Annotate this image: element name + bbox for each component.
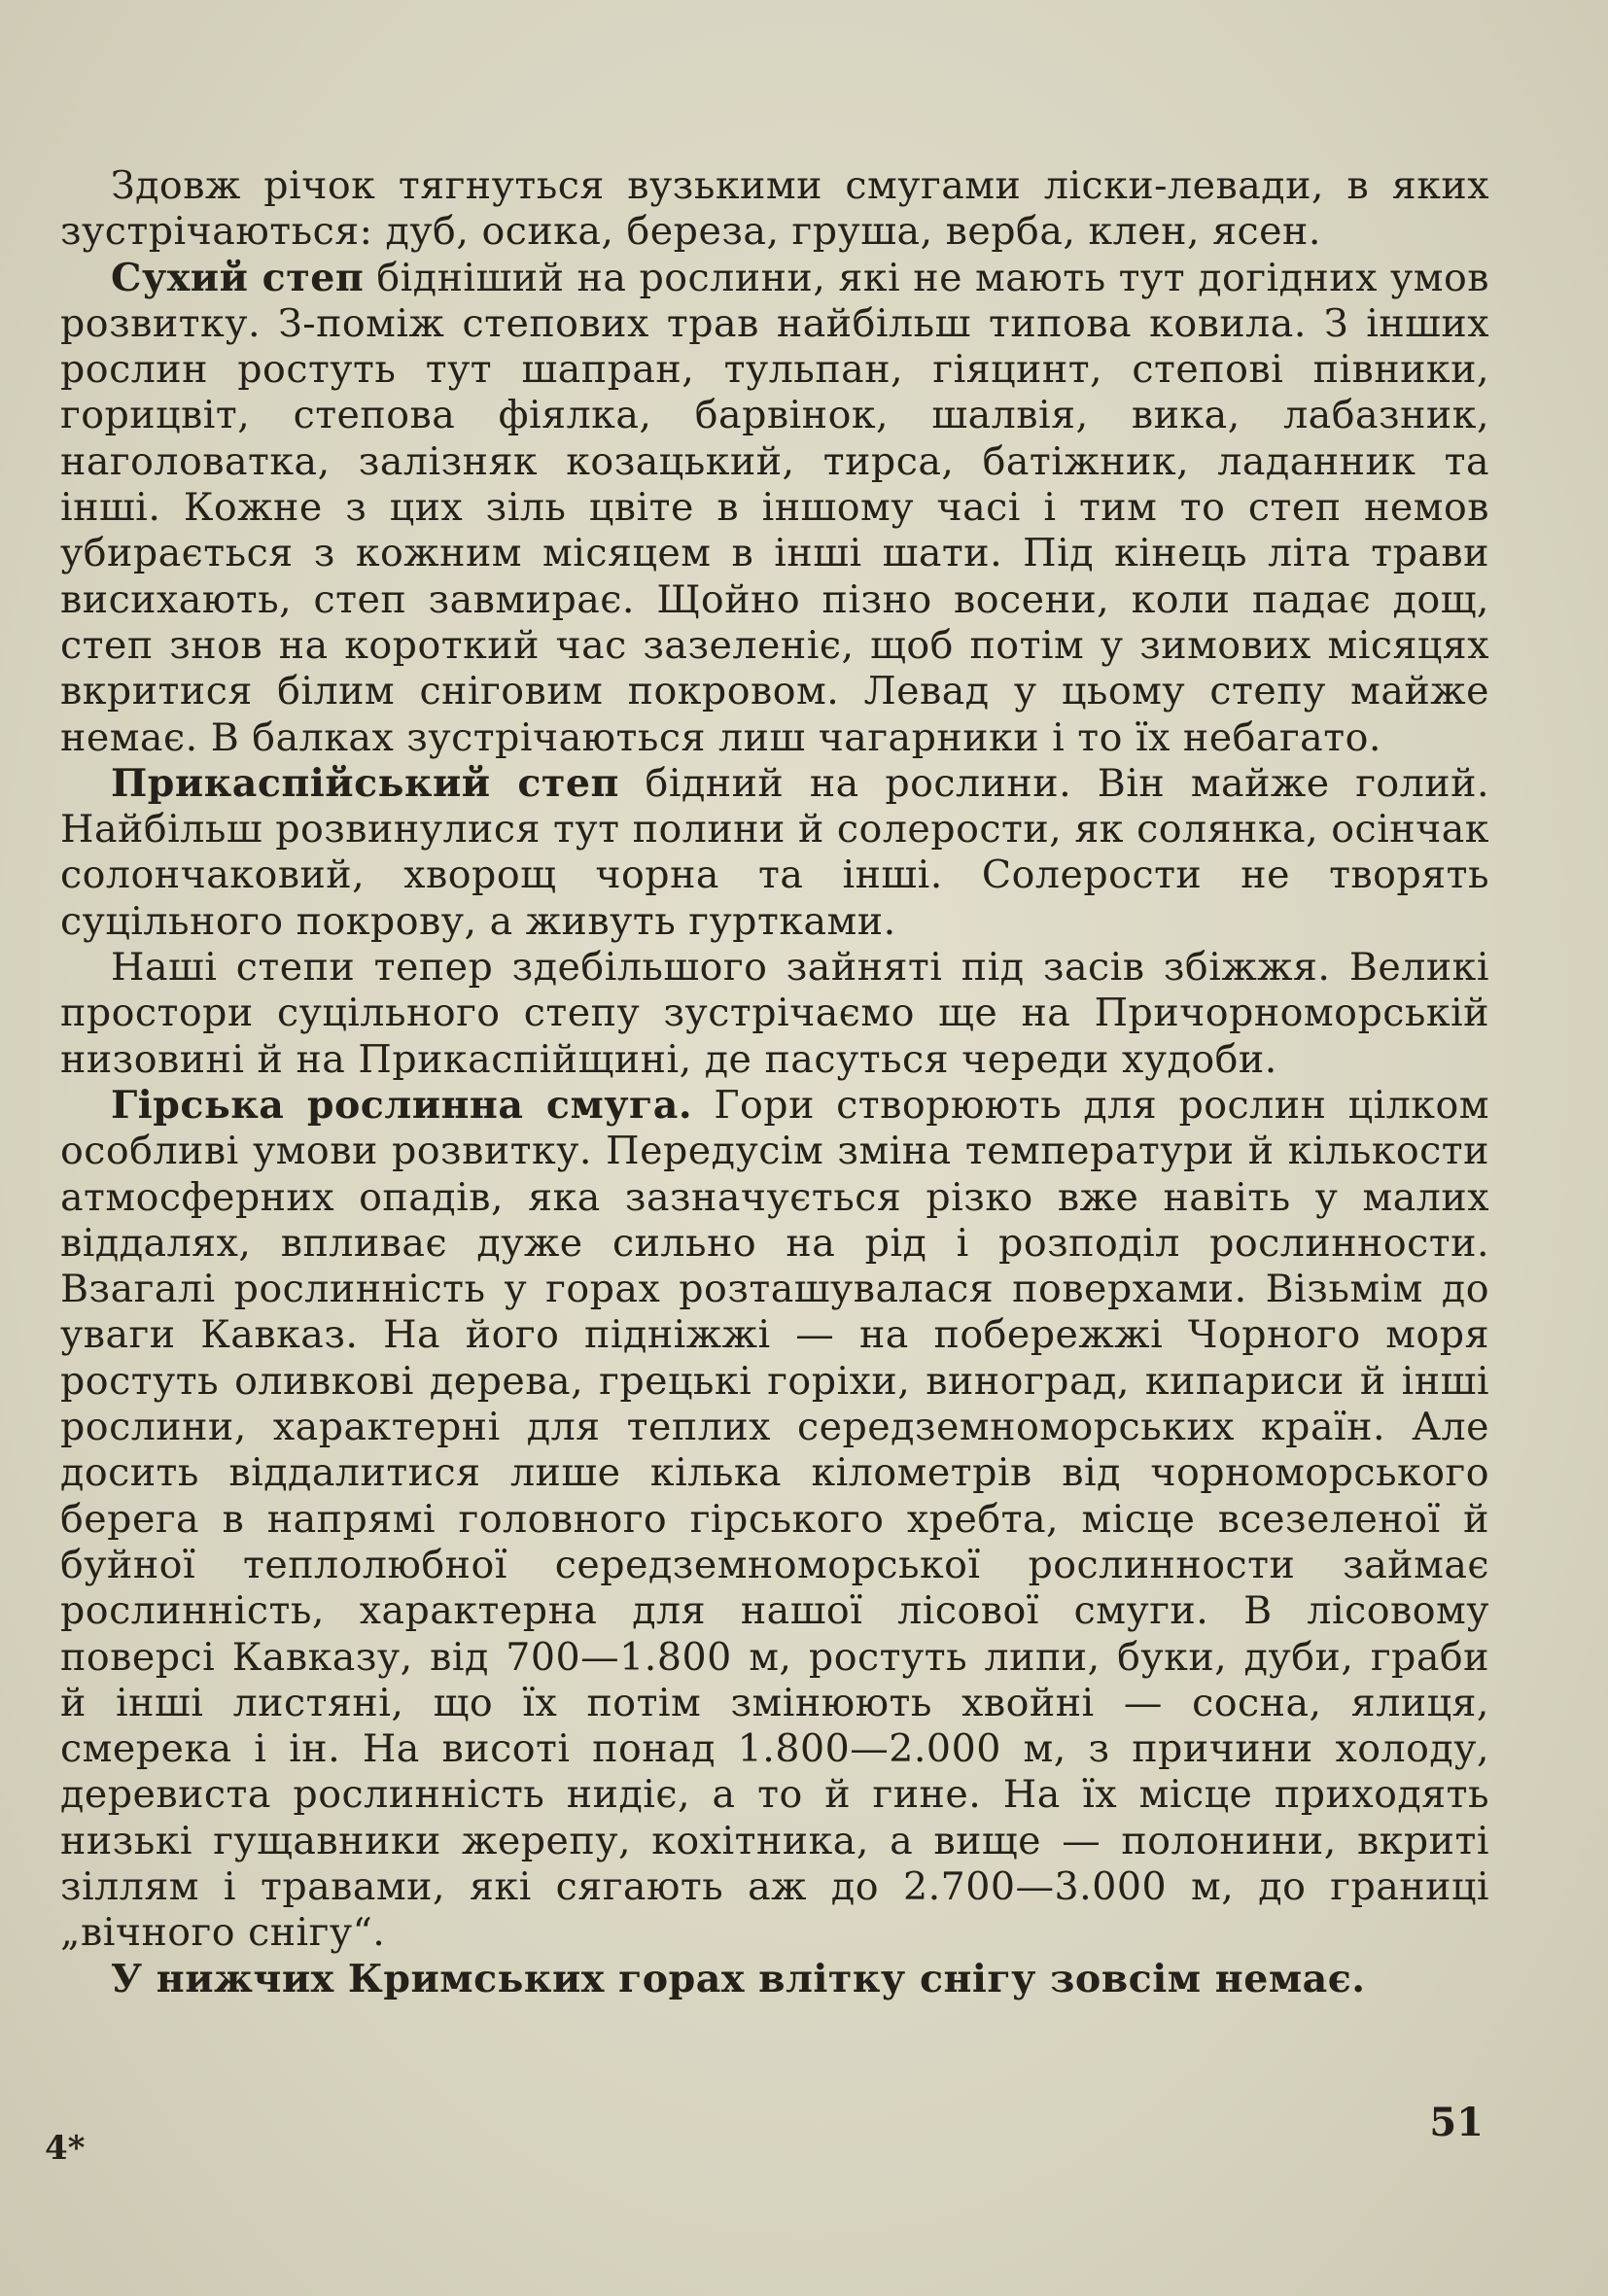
paragraph-text: бідний на рослини. Він майже голий. Найбільш розвинулися тут полини й солерости, як солянка, осінчак солончаковий, хворощ чорна та інші. Солерости не творять суцільного покрову, а живуть гуртками. <box>60 760 1490 944</box>
paragraph-mountain-zone <box>60 1083 1489 1957</box>
paragraph-dry-steppe <box>60 256 1489 761</box>
paragraph-caspian-steppe <box>60 761 1489 945</box>
paragraph-heading: Гірська рослинна смуга. <box>111 1082 693 1128</box>
page-number: 51 <box>1429 2100 1484 2145</box>
paragraph-river-groves <box>60 163 1489 256</box>
paragraph-text: У нижчих Кримських горах влітку снігу зовсім немає. <box>111 1956 1366 2001</box>
paragraph-text: Наші степи тепер здебільшого зайняті під засів збіжжя. Великі простори суцільного степу зустрічаємо ще на Причорноморській низовині й на Прикаспійщині, де пасуться череди худоби. <box>60 945 1489 1082</box>
paragraph-text: бідніший на рослини, які не мають тут догідних умов розвитку. З-поміж степових трав найбільш типова ковила. З інших рослин ростуть тут шапран, тульпан, гіяцинт, степові півники, горицвіт, степова фіялка, барвінок, шалвія, вика, лабазник, наголоватка, залізняк козацький, тирса, батіжник, ладанник та інші. Кожне з цих зіль цвіте в іншому часі і тим то степ немов убирається з кожним місяцем в інші шати. Під кінець літа трави висихають, степ завмирає. Щойно пізно восени, коли падає дощ, степ знов на короткий час зазеленіє, щоб потім у зимових місяцях вкритися білим сніговим покровом. Левад у цьому степу майже немає. В балках зустрічаються лиш чагарники і то їх небагато. <box>60 255 1489 760</box>
signature-mark: 4* <box>45 2129 86 2168</box>
body-text <box>60 163 1489 2002</box>
paragraph-heading: Прикаспійський степ <box>111 760 619 806</box>
paragraph-steppe-farming <box>60 945 1489 1083</box>
paragraph-crimean-mountains <box>60 1957 1489 2002</box>
paragraph-text: Гори створюють для рослин цілком особливі умови розвитку. Передусім зміна температури й кількости атмосферних опадів, яка зазначується різко вже навіть у малих віддалях, впливає дуже сильно на рід і розподіл рослинности. Взагалі рослинність у горах розташувалася поверхами. Візьмім до уваги Кавказ. На його підніжжі — на побережжі Чорного моря ростуть оливкові дерева, грецькі горіхи, виноград, кипариси й інші рослини, характерні для теплих середземноморських країн. Але досить віддалитися лише кілька кілометрів від чорноморського берега в напрямі головного гірського хребта, місце всезеленої й буйної теплолюбної середземноморської рослинности займає рослинність, характерна для нашої лісової смуги. В лісовому поверсі Кавказу, від 700—1.800 м, ростуть липи, буки, дуби, граби й інші листяні, що їх потім змінюють хвойні — сосна, ялиця, смерека і ін. На висоті понад 1.800—2.000 м, з причини холоду, деревиста рослинність нидіє, а то й гине. На їх місце приходять низькі гущавники жерепу, кохітника, а вище — полонини, вкриті зіллям і травами, які сягають аж до 2.700—3.000 м, до границі „вічного снігу“. <box>60 1082 1489 1956</box>
paragraph-heading: Сухий степ <box>111 255 365 300</box>
paragraph-text: Здовж річок тягнуться вузькими смугами ліски-левади, в яких зустрічаються: дуб, осика, береза, груша, верба, клен, ясен. <box>60 163 1489 255</box>
